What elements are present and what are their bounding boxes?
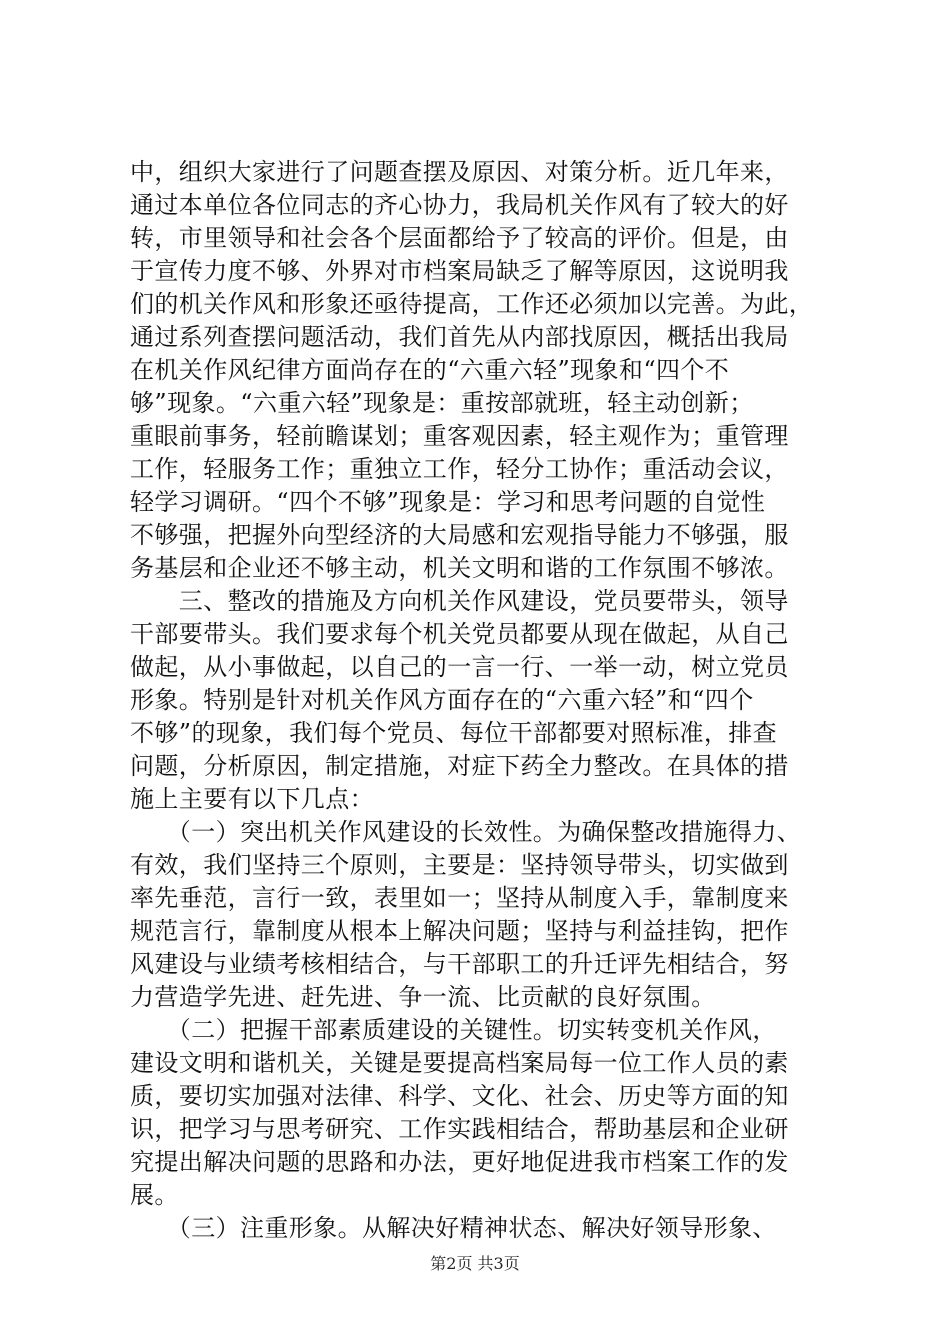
text-line: 们的机关作风和形象还亟待提高，工作还必须加以完善。为此， [130,290,814,318]
text-line: 转，市里领导和社会各个层面都给予了较高的评价。但是，由 [130,224,789,252]
text-line: 重眼前事务，轻前瞻谋划；重客观因素，轻主观作为；重管理 [130,422,789,450]
text-line: 不够”的现象，我们每个党员、每位干部都要对照标准，排查 [130,719,778,747]
text-line: 于宣传力度不够、外界对市档案局缺乏了解等原因，这说明我 [130,257,789,285]
text-line: 有效，我们坚持三个原则，主要是：坚持领导带头，切实做到 [130,851,789,879]
text-line: 形象。特别是针对机关作风方面存在的“六重六轻”和“四个 [130,686,754,714]
text-line: 做起，从小事做起，以自己的一言一行、一举一动，树立党员 [130,653,789,681]
text-line: 力营造学先进、赶先进、争一流、比贡献的良好氛围。 [130,983,716,1011]
text-line: 轻学习调研。“四个不够”现象是：学习和思考问题的自觉性 [130,488,766,516]
text-line: 中，组织大家进行了问题查摆及原因、对策分析。近几年来， [130,158,789,186]
text-line: 不够强，把握外向型经济的大局感和宏观指导能力不够强，服 [130,521,789,549]
text-line: 质，要切实加强对法律、科学、文化、社会、历史等方面的知 [130,1082,789,1110]
text-line: 在机关作风纪律方面尚存在的“六重六轻”现象和“四个不 [130,356,730,384]
text-line: 识，把学习与思考研究、工作实践相结合，帮助基层和企业研 [130,1115,789,1143]
text-line: 工作，轻服务工作；重独立工作，轻分工协作；重活动会议， [130,455,789,483]
page-footer: 第2页 共3页 [430,1254,520,1273]
text-line: 建设文明和谐机关，关键是要提高档案局每一位工作人员的素 [130,1049,789,1077]
text-line: 施上主要有以下几点： [130,785,374,813]
document-body [130,156,830,1245]
text-line: 展。 [130,1181,179,1209]
text-line: （一）突出机关作风建设的长效性。为确保整改措施得力、 [130,818,802,846]
text-line: 风建设与业绩考核相结合，与干部职工的升迁评先相结合，努 [130,950,789,978]
text-line: 务基层和企业还不够主动，机关文明和谐的工作氛围不够浓。 [130,554,789,582]
text-line: 干部要带头。我们要求每个机关党员都要从现在做起，从自己 [130,620,789,648]
text-line: 三、整改的措施及方向机关作风建设，党员要带头，领导 [130,587,789,615]
text-line: 够”现象。“六重六轻”现象是：重按部就班，轻主动创新； [130,389,754,417]
text-line: 通过系列查摆问题活动，我们首先从内部找原因，概括出我局 [130,323,789,351]
text-line: 规范言行，靠制度从根本上解决问题；坚持与利益挂钩，把作 [130,917,789,945]
text-line: （三）注重形象。从解决好精神状态、解决好领导形象、 [130,1214,777,1242]
text-line: （二）把握干部素质建设的关键性。切实转变机关作风， [130,1016,777,1044]
text-line: 率先垂范，言行一致，表里如一；坚持从制度入手，靠制度来 [130,884,789,912]
text-line: 究提出解决问题的思路和办法，更好地促进我市档案工作的发 [130,1148,789,1176]
text-line: 问题，分析原因，制定措施，对症下药全力整改。在具体的措 [130,752,789,780]
text-line: 通过本单位各位同志的齐心协力，我局机关作风有了较大的好 [130,191,789,219]
